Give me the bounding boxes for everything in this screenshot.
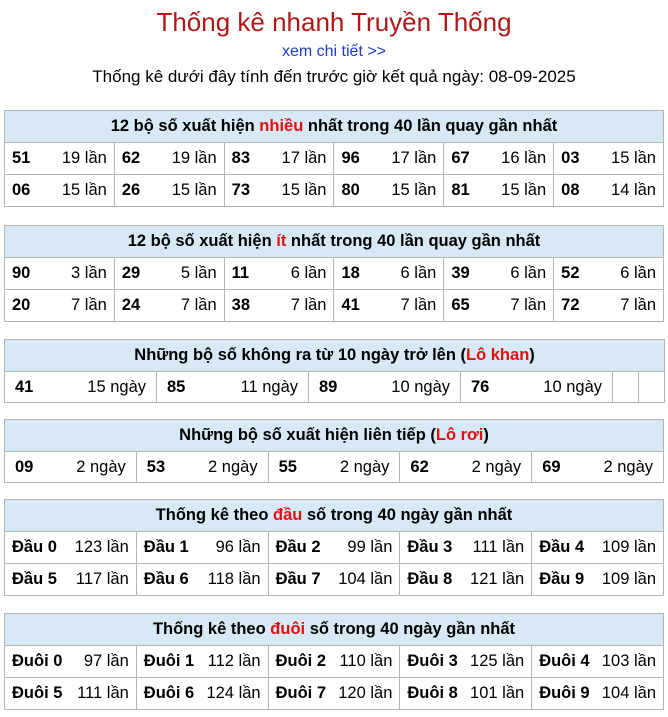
dau-heading: Thống kê theo đầu số trong 40 ngày gần nhất bbox=[5, 500, 664, 532]
stat-cell: 73 15 lần bbox=[224, 175, 334, 207]
stat-cell: Đuôi 9 104 lần bbox=[532, 678, 664, 710]
table-row bbox=[5, 372, 665, 403]
stat-cell: Đuôi 3 125 lần bbox=[400, 646, 532, 678]
stat-cell: 51 19 lần bbox=[5, 143, 115, 175]
dau-table bbox=[4, 499, 664, 596]
stat-cell: 85 11 ngày bbox=[157, 372, 309, 403]
table-row bbox=[5, 258, 664, 290]
stat-cell: Đuôi 8 101 lần bbox=[400, 678, 532, 710]
table-row bbox=[5, 678, 664, 710]
stat-cell: 65 7 lần bbox=[444, 290, 554, 322]
stat-cell: Đuôi 6 124 lần bbox=[136, 678, 268, 710]
view-details-link[interactable]: xem chi tiết >> bbox=[281, 43, 387, 60]
page-title: Thống kê nhanh Truyền Thống bbox=[156, 7, 512, 37]
stat-cell: 96 17 lần bbox=[334, 143, 444, 175]
least-frequent-heading: 12 bộ số xuất hiện ít nhất trong 40 lần quay gần nhất bbox=[5, 226, 664, 258]
stat-cell: Đầu 4 109 lần bbox=[532, 532, 664, 564]
duoi-table bbox=[4, 613, 664, 710]
stat-cell: 06 15 lần bbox=[5, 175, 115, 207]
stat-cell: 53 2 ngày bbox=[136, 452, 268, 483]
table-row bbox=[5, 290, 664, 322]
stat-cell: 39 6 lần bbox=[444, 258, 554, 290]
stat-cell: 89 10 ngày bbox=[309, 372, 461, 403]
stat-cell: 11 6 lần bbox=[224, 258, 334, 290]
stat-cell: 67 16 lần bbox=[444, 143, 554, 175]
stat-cell: 38 7 lần bbox=[224, 290, 334, 322]
stat-cell: Đầu 2 99 lần bbox=[268, 532, 400, 564]
stat-cell: 26 15 lần bbox=[114, 175, 224, 207]
stat-cell: Đầu 1 96 lần bbox=[136, 532, 268, 564]
stat-cell: Đuôi 2 110 lần bbox=[268, 646, 400, 678]
date-note: Thống kê dưới đây tính đến trước giờ kết quả ngày: 08-09-2025 bbox=[92, 67, 576, 86]
table-row bbox=[5, 175, 664, 207]
stat-cell: Đầu 6 118 lần bbox=[136, 564, 268, 596]
stat-cell: 09 2 ngày bbox=[5, 452, 137, 483]
table-row bbox=[5, 564, 664, 596]
lo-khan-heading: Những bộ số không ra từ 10 ngày trở lên (Lô khan) bbox=[5, 340, 665, 372]
stat-cell: Đuôi 7 120 lần bbox=[268, 678, 400, 710]
stat-cell: Đầu 0 123 lần bbox=[5, 532, 137, 564]
stat-cell: Đầu 7 104 lần bbox=[268, 564, 400, 596]
stat-cell: Đuôi 5 111 lần bbox=[5, 678, 137, 710]
stat-cell: Đuôi 0 97 lần bbox=[5, 646, 137, 678]
lo-roi-heading: Những bộ số xuất hiện liên tiếp (Lô rơi) bbox=[5, 420, 664, 452]
lo-khan-table bbox=[4, 339, 665, 403]
stat-cell: 55 2 ngày bbox=[268, 452, 400, 483]
stat-cell: Đuôi 4 103 lần bbox=[532, 646, 664, 678]
most-frequent-heading: 12 bộ số xuất hiện nhiều nhất trong 40 lần quay gần nhất bbox=[5, 111, 664, 143]
stat-cell: 18 6 lần bbox=[334, 258, 444, 290]
stat-cell: Đầu 9 109 lần bbox=[532, 564, 664, 596]
stat-cell: Đầu 3 111 lần bbox=[400, 532, 532, 564]
stat-cell: 62 19 lần bbox=[114, 143, 224, 175]
stat-cell: Đuôi 1 112 lần bbox=[136, 646, 268, 678]
empty-cell bbox=[639, 372, 665, 403]
table-row bbox=[5, 452, 664, 483]
least-frequent-table bbox=[4, 225, 664, 322]
stat-cell: 81 15 lần bbox=[444, 175, 554, 207]
stat-cell: 08 14 lần bbox=[554, 175, 664, 207]
empty-cell bbox=[613, 372, 639, 403]
lo-roi-table bbox=[4, 419, 664, 483]
stat-cell: 83 17 lần bbox=[224, 143, 334, 175]
table-row bbox=[5, 532, 664, 564]
stat-cell: 41 7 lần bbox=[334, 290, 444, 322]
table-row bbox=[5, 143, 664, 175]
stat-cell: 24 7 lần bbox=[114, 290, 224, 322]
stat-cell: 80 15 lần bbox=[334, 175, 444, 207]
stat-cell: 62 2 ngày bbox=[400, 452, 532, 483]
stat-cell: 41 15 ngày bbox=[5, 372, 157, 403]
stat-cell: 29 5 lần bbox=[114, 258, 224, 290]
stat-cell: 03 15 lần bbox=[554, 143, 664, 175]
stat-cell: Đầu 8 121 lần bbox=[400, 564, 532, 596]
stat-cell: 52 6 lần bbox=[554, 258, 664, 290]
stat-cell: 90 3 lần bbox=[5, 258, 115, 290]
stat-cell: Đầu 5 117 lần bbox=[5, 564, 137, 596]
duoi-heading: Thống kê theo đuôi số trong 40 ngày gần nhất bbox=[5, 614, 664, 646]
stat-cell: 20 7 lần bbox=[5, 290, 115, 322]
stat-cell: 69 2 ngày bbox=[532, 452, 664, 483]
stat-cell: 76 10 ngày bbox=[461, 372, 613, 403]
stat-cell: 72 7 lần bbox=[554, 290, 664, 322]
table-row bbox=[5, 646, 664, 678]
most-frequent-table bbox=[4, 110, 664, 207]
